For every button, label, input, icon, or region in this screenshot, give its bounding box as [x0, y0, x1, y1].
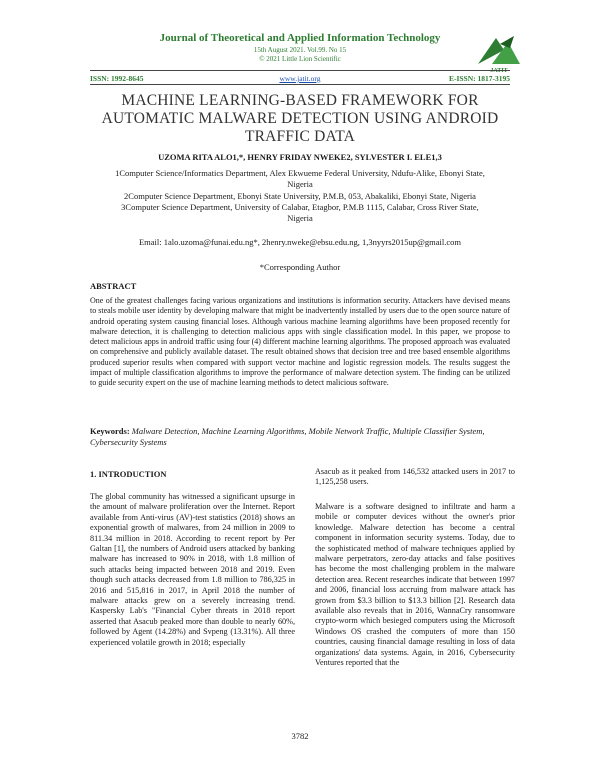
corresponding-author-note: *Corresponding Author — [259, 262, 341, 272]
paper-title: MACHINE LEARNING-BASED FRAMEWORK FOR AUTOMATIC MALWARE DETECTION USING ANDROID TRAFFIC DATA — [101, 92, 499, 145]
eissn: E-ISSN: 1817-3195 — [448, 74, 510, 83]
copyright: © 2021 Little Lion Scientific — [259, 55, 341, 63]
header-rule-top — [90, 70, 510, 71]
header-rule-bottom — [90, 84, 510, 85]
introduction-heading: 1. INTRODUCTION — [90, 469, 167, 479]
page-number: 3782 — [291, 731, 309, 741]
keywords — [90, 426, 510, 448]
keywords-label: Keywords: — [90, 426, 130, 436]
keywords-list: Malware Detection, Machine Learning Algorithms, Mobile Network Traffic, Multiple Classifier System, Cybersecurity Systems — [90, 426, 485, 447]
intro-left-column: The global community has witnessed a significant upsurge in the amount of malware proliferation over the Internet. Report available from Anti-virus (AV)-test statistics (2018) shows an exponential growth of malwares, from 24 million in 2009 to 811.34 million in 2018. According to recent report by Per Galtan [1], the numbers of Android users attacked by banking malware has increased to 90% in 2018, with 1.8 million of such attacks being impacted between 2018 and 2019. Even though such attacks decreased from 1.8 million to 786,325 in 2016 and 515,816 in 2017, in April 2018 the number of malware attacks grew on a severely increasing trend. Kaspersky Lab's "Financial Cyber threats in 2018 report asserted that Asacub peaked more than double to nearly 60%, followed by Agent (14.28%) and Svpeng (13.31%). All three experienced volatile growth in 2018; especially — [90, 492, 295, 647]
issn-row — [90, 74, 510, 84]
issn: ISSN: 1992-8645 — [90, 74, 144, 83]
author-list: UZOMA RITA ALO1,*, HENRY FRIDAY NWEKE2, SYLVESTER I. ELE1,3 — [158, 152, 442, 162]
journal-url-link[interactable]: www.jatit.org — [279, 74, 321, 83]
intro-right-column-para-1: Asacub as it peaked from 146,532 attacked users in 2017 to 1,125,258 users. — [315, 467, 515, 487]
abstract-heading: ABSTRACT — [90, 281, 137, 291]
affiliation-2: 2Computer Science Department, Ebonyi State University, P.M.B, 053, Abakaliki, Ebonyi State, Nigeria — [124, 191, 476, 201]
jatit-logo-icon — [474, 34, 524, 70]
intro-right-column-para-2: Malware is a software designed to infiltrate and harm a mobile or computer devices without the owner's prior knowledge. Malware detection has become a central component in information security systems. Today, due to the sophisticated method of malware techniques applied by malware perpetrators, zero-day attacks and false positives has become the most challenging problem in the malware detection area. Recent researches indicate that between 1997 and 2006, financial loss accruing from malware attack has grown from $3.3 billion to $13.3 billion [2]. Research data available also reveals that in 2016, WannaCry ransomware crypto-worm which besieged computers using the Microsoft Windows OS crashed the computers of more than 150 countries, causing financial damage resulting in loss of data organizations' data systems. Again, in 2016, Cybersecurity Ventures reported that the — [315, 502, 515, 668]
journal-title: Journal of Theoretical and Applied Information Technology — [159, 32, 441, 44]
logo-text: JATIT — [490, 68, 508, 74]
affiliation-1: 1Computer Science/Informatics Department, Alex Ekwueme Federal University, Ndufu-Alike, Ebonyi State, Nigeria — [115, 168, 485, 189]
author-emails: Email: 1alo.uzoma@funai.edu.ng*, 2henry.nweke@ebsu.edu.ng, 1,3nyyrs2015up@gmail.com — [138, 237, 462, 247]
abstract-text: One of the greatest challenges facing various organizations and institutions is information security. Attackers have devised means to steals mobile user identity by developing malware that might be inadvertently installed by users due to the open source nature of android operating system causing financial loses. Although various machine learning algorithms have been proposed recently for malware detection, it is challenging to detection malicious apps with single classification model. In this paper, we propose to detect malicious apps in android traffic using four (4) different machine learning algorithms. The proposed approach was evaluated on comprehensive and publicly available dataset. The result obtained shows that decision tree and tree based ensemble algorithms produced superior results when compared with support vector machine and logistic regression models. The results suggest the impact of multiple classification algorithms to improve the performance of malware detection system. The finding can be utilized to guide security expert on the use of machine learning methods to detect malicious software. — [90, 296, 510, 388]
issue-date: 15th August 2021. Vol.99. No 15 — [253, 46, 347, 54]
affiliation-3: 3Computer Science Department, University of Calabar, Etagbor, P.M.B 1115, Calabar, Cross River State, Nigeria — [121, 202, 479, 223]
